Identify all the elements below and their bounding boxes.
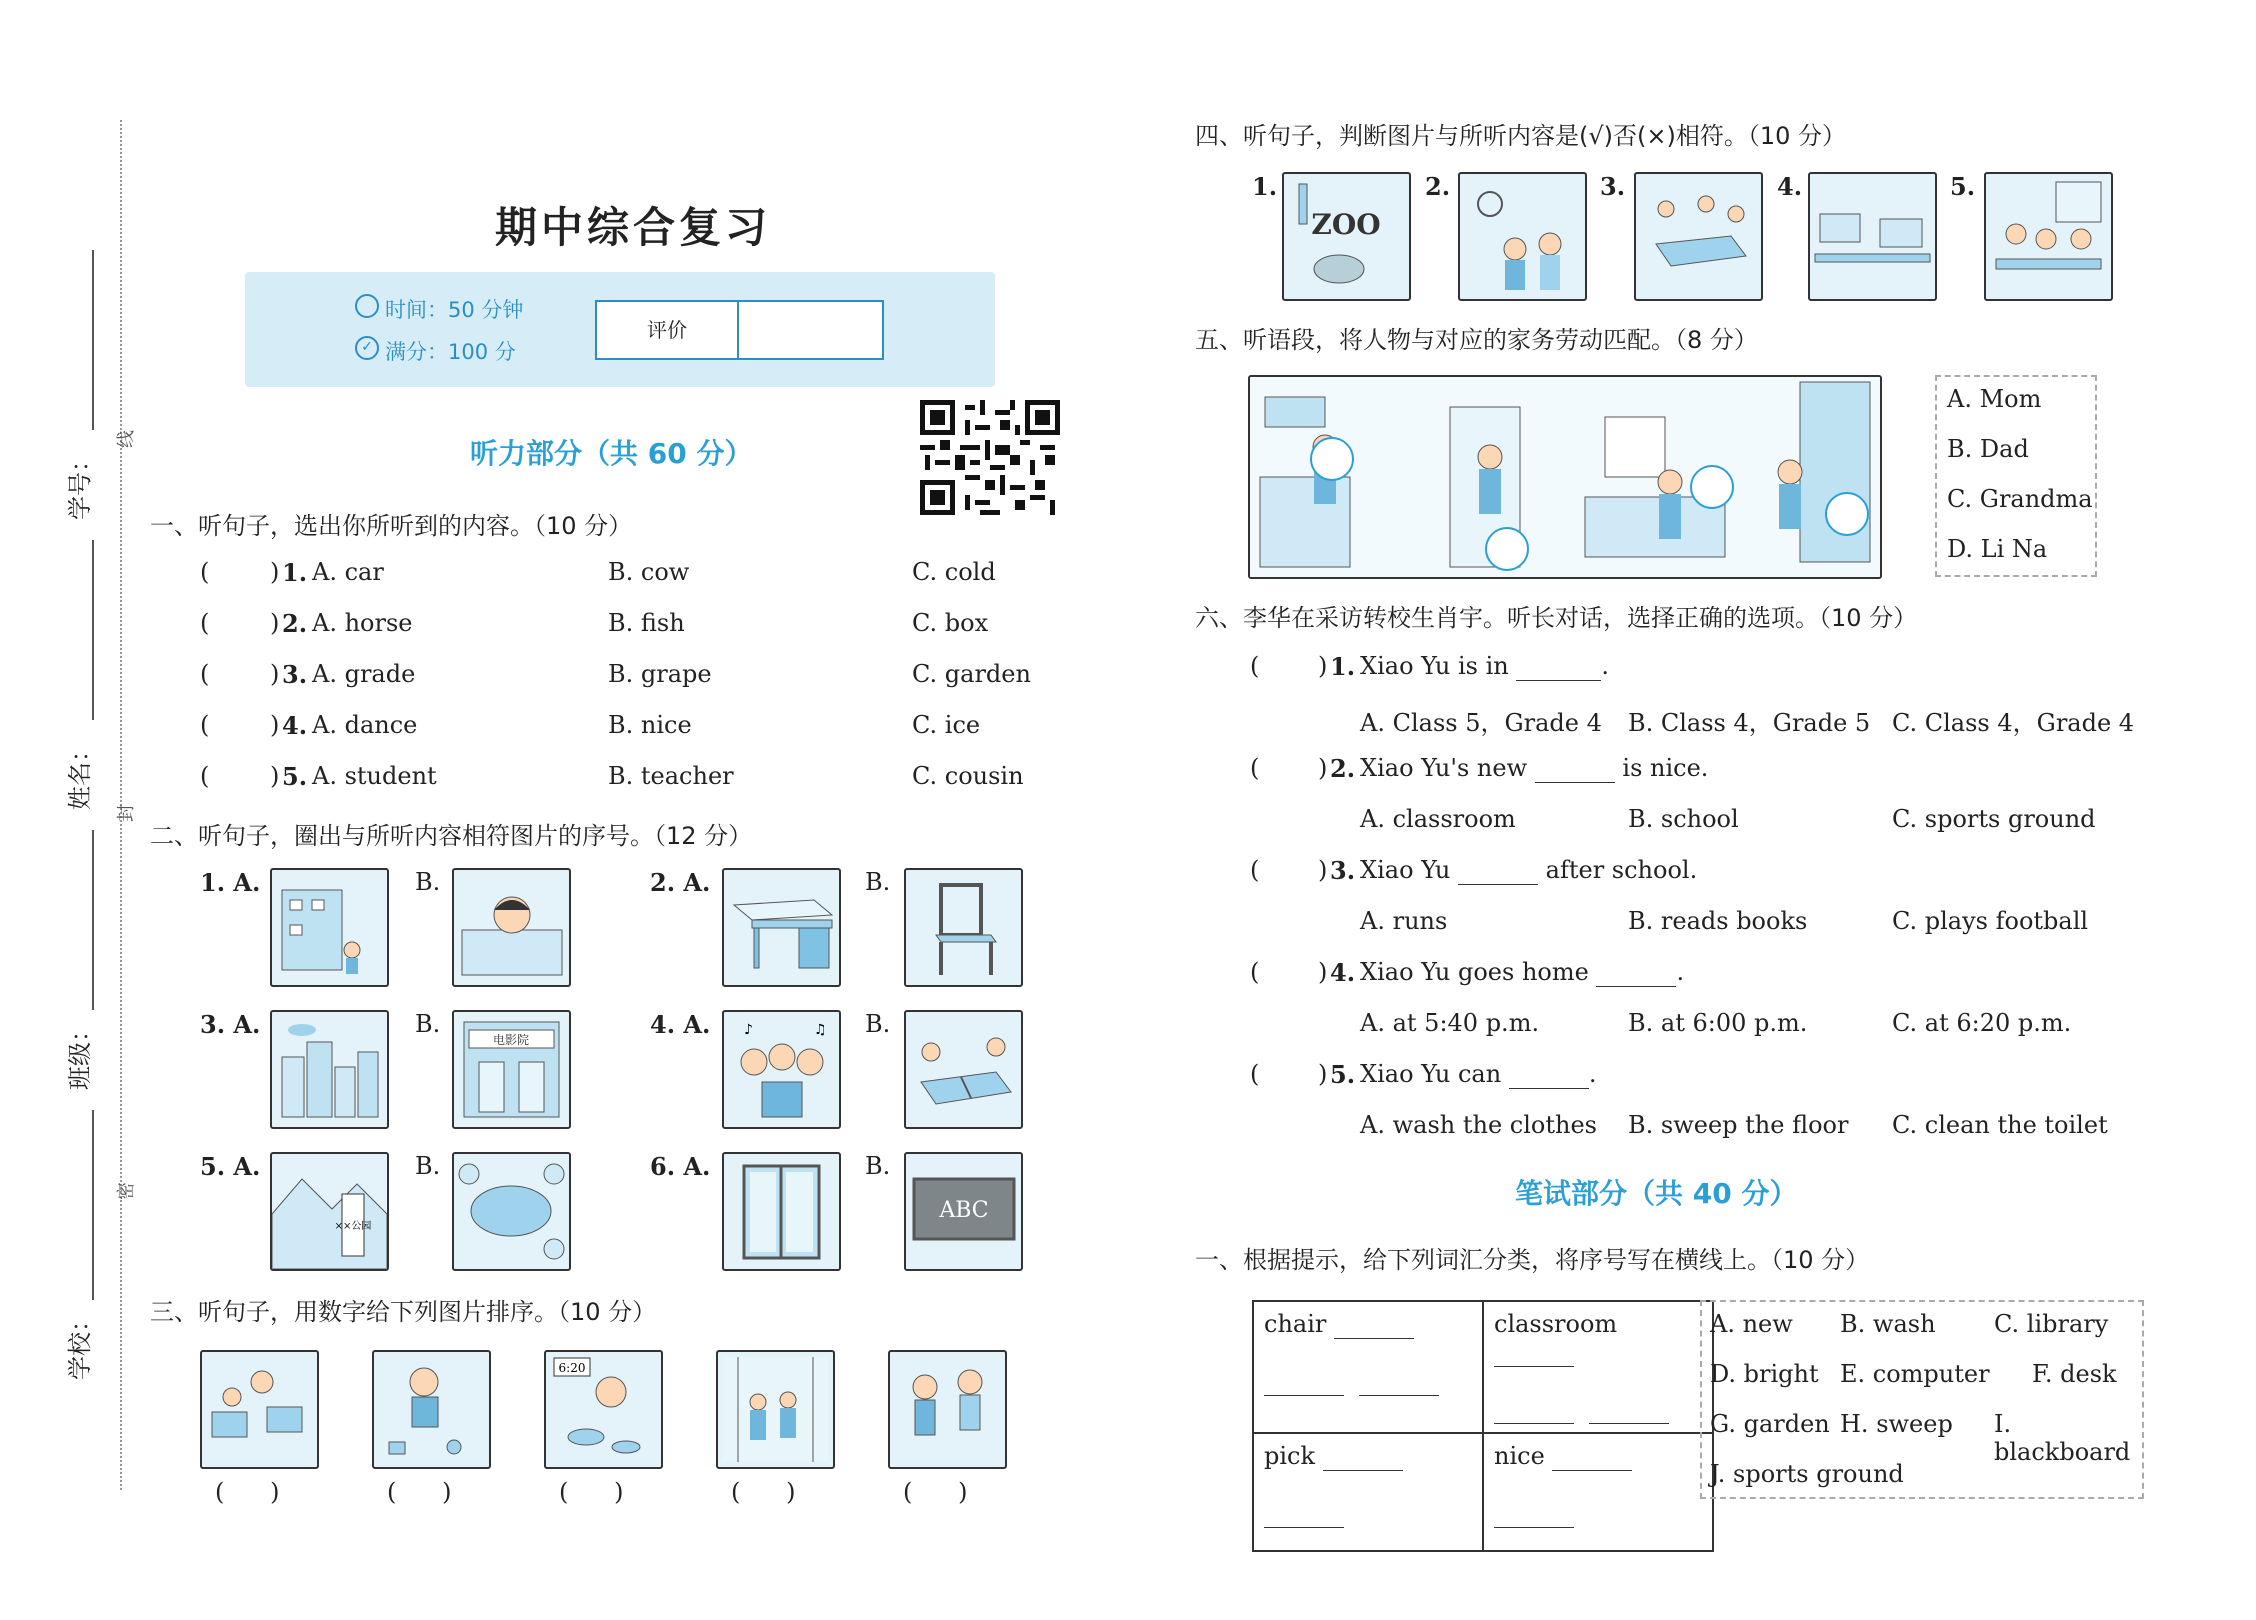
option-a[interactable]: A. horse: [312, 609, 413, 637]
q2-label: B.: [415, 868, 441, 896]
option-a[interactable]: A. classroom: [1360, 805, 1516, 833]
word-item: F. desk: [2032, 1360, 2117, 1388]
answer-bracket[interactable]: (: [1250, 652, 1260, 680]
picture-bus[interactable]: [716, 1350, 835, 1469]
q2-label: 5. A.: [200, 1152, 261, 1181]
q2-label: 6. A.: [650, 1152, 711, 1181]
field-class: 班级：: [66, 1018, 94, 1090]
seal-char-xian: 线: [116, 430, 137, 448]
answer-bracket[interactable]: (: [200, 660, 210, 688]
category-cell[interactable]: [1253, 1301, 1483, 1433]
option-c[interactable]: C. cold: [912, 558, 996, 586]
q4-num: 1.: [1252, 172, 1278, 201]
picture-house-chores: [1248, 375, 1882, 579]
option-b[interactable]: B. reads books: [1628, 907, 1808, 935]
seal-char-mi: 密: [116, 1182, 137, 1200]
picture-ping-pong[interactable]: [904, 1010, 1023, 1129]
answer-bracket[interactable]: (: [200, 609, 210, 637]
check-icon: ✓: [355, 336, 379, 360]
field-student-id: 学号：: [66, 448, 94, 520]
match-circle[interactable]: [1690, 465, 1734, 509]
person-option[interactable]: C. Grandma: [1947, 485, 2093, 513]
option-b[interactable]: B. teacher: [608, 762, 734, 790]
picture-cinema[interactable]: [452, 1010, 571, 1129]
answer-blank[interactable]: [1516, 652, 1601, 681]
full-score: 满分：100 分: [385, 340, 516, 364]
picture-two-kids[interactable]: [888, 1350, 1007, 1469]
option-c[interactable]: C. plays football: [1892, 907, 2089, 935]
q6-question-end: .: [1676, 958, 1685, 986]
q6-question-end: after school.: [1545, 856, 1698, 884]
answer-bracket[interactable]: (: [200, 762, 210, 790]
q6-question-text: Xiao Yu can: [1360, 1060, 1502, 1088]
word-bank: [1700, 1300, 2144, 1499]
q6-question-text: Xiao Yu's new: [1360, 754, 1528, 782]
category-cell[interactable]: [1483, 1433, 1713, 1551]
q4-num: 5.: [1950, 172, 1976, 201]
q2-label: B.: [865, 1152, 891, 1180]
q1-num: 1.: [282, 558, 308, 587]
q4-num: 4.: [1777, 172, 1803, 201]
person-option[interactable]: A. Mom: [1947, 385, 2042, 413]
option-c[interactable]: C. box: [912, 609, 989, 637]
picture-classroom-kids[interactable]: [1984, 172, 2113, 301]
q2-label: B.: [865, 868, 891, 896]
answer-bracket[interactable]: (: [1250, 754, 1260, 782]
answer-blank[interactable]: [1509, 1060, 1589, 1089]
option-a[interactable]: A. car: [312, 558, 384, 586]
q2-label: B.: [865, 1010, 891, 1038]
q4-num: 2.: [1425, 172, 1451, 201]
option-a[interactable]: A. at 5:40 p.m.: [1360, 1009, 1540, 1037]
person-option[interactable]: B. Dad: [1947, 435, 2029, 463]
answer-bracket[interactable]: (: [1250, 1060, 1260, 1088]
answer-bracket[interactable]: (: [1250, 958, 1260, 986]
option-c[interactable]: C. Class 4，Grade 4: [1892, 709, 2135, 737]
word-item: H. sweep: [1840, 1410, 1953, 1438]
q1-heading: 一、听句子，选出你所听到的内容。（10 分）: [150, 512, 633, 540]
name-rule: [92, 540, 94, 720]
q4-num: 3.: [1600, 172, 1626, 201]
word-item: J. sports ground: [1710, 1460, 1904, 1488]
picture-girl-breakfast[interactable]: [544, 1350, 663, 1469]
word-item: I. blackboard: [1994, 1410, 2131, 1466]
q6-num: 4.: [1330, 958, 1356, 987]
q6-question-text: Xiao Yu: [1360, 856, 1451, 884]
answer-bracket[interactable]: (: [200, 711, 210, 739]
word-item: B. wash: [1840, 1310, 1936, 1338]
word-item: C. library: [1994, 1310, 2109, 1338]
word-item: E. computer: [1840, 1360, 1990, 1388]
option-a[interactable]: A. runs: [1360, 907, 1448, 935]
option-c[interactable]: C. at 6:20 p.m.: [1892, 1009, 2072, 1037]
option-a[interactable]: A. Class 5，Grade 4: [1360, 709, 1602, 737]
answer-blank[interactable]: [1596, 958, 1676, 987]
picture-boy-toys[interactable]: [372, 1350, 491, 1469]
q6-num: 2.: [1330, 754, 1356, 783]
picture-school-building[interactable]: [270, 868, 389, 987]
q6-question-text: Xiao Yu goes home: [1360, 958, 1589, 986]
option-c[interactable]: C. garden: [912, 660, 1031, 688]
field-name: 姓名：: [66, 738, 94, 810]
picture-park-sign[interactable]: [270, 1152, 389, 1271]
option-b[interactable]: B. Class 4，Grade 5: [1628, 709, 1871, 737]
picture-city[interactable]: [270, 1010, 389, 1129]
answer-blank[interactable]: [1458, 856, 1538, 885]
picture-lake[interactable]: [452, 1152, 571, 1271]
picture-window[interactable]: [722, 1152, 841, 1271]
answer-bracket[interactable]: ( ): [387, 1478, 452, 1506]
picture-playground[interactable]: [1634, 172, 1763, 301]
q2-label: B.: [415, 1152, 441, 1180]
option-c[interactable]: C. ice: [912, 711, 981, 739]
q6-question-end: .: [1601, 652, 1610, 680]
picture-desk[interactable]: [722, 868, 841, 987]
option-b[interactable]: B. nice: [608, 711, 692, 739]
category-label: classroom: [1494, 1310, 1618, 1338]
answer-bracket[interactable]: ( ): [559, 1478, 624, 1506]
option-b[interactable]: B. grape: [608, 660, 712, 688]
svg-text:♫: ♫: [814, 1022, 827, 1038]
id-rule: [92, 250, 94, 430]
page-title: 期中综合复习: [495, 203, 772, 252]
option-a[interactable]: A. student: [312, 762, 437, 790]
seal-char-feng: 封: [116, 804, 137, 822]
picture-chair[interactable]: [904, 868, 1023, 987]
class-rule: [92, 830, 94, 1010]
word-item: G. garden: [1710, 1410, 1830, 1438]
category-label: pick: [1264, 1442, 1316, 1470]
q3-heading: 三、听句子，用数字给下列图片排序。（10 分）: [150, 1298, 657, 1326]
q2-label: 3. A.: [200, 1010, 261, 1039]
option-b[interactable]: B. school: [1628, 805, 1739, 833]
picture-computer-room[interactable]: [1808, 172, 1937, 301]
evaluation-box: [595, 300, 884, 360]
picture-zoo[interactable]: [1282, 172, 1411, 301]
people-list: [1935, 375, 2097, 577]
time-limit: 时间：50 分钟: [385, 298, 524, 322]
clock-time: 6:20: [558, 1361, 586, 1375]
word-item: A. new: [1710, 1310, 1793, 1338]
person-option[interactable]: D. Li Na: [1947, 535, 2048, 563]
answer-bracket[interactable]: ( ): [903, 1478, 968, 1506]
option-c[interactable]: C. clean the toilet: [1892, 1111, 2108, 1139]
q6-num: 5.: [1330, 1060, 1356, 1089]
picture-sunny-kids[interactable]: [1458, 172, 1587, 301]
category-label: chair: [1264, 1310, 1327, 1338]
evaluation-label: 评价: [597, 302, 739, 358]
match-circle[interactable]: [1825, 492, 1869, 536]
option-a[interactable]: A. dance: [312, 711, 418, 739]
option-c[interactable]: C. cousin: [912, 762, 1024, 790]
q6-num: 1.: [1330, 652, 1356, 681]
option-c[interactable]: C. sports ground: [1892, 805, 2096, 833]
picture-computer-lab[interactable]: [200, 1350, 319, 1469]
answer-bracket[interactable]: (: [200, 558, 210, 586]
writing-q1-heading: 一、根据提示，给下列词汇分类，将序号写在横线上。（10 分）: [1195, 1246, 1870, 1274]
writing-section-title: 笔试部分（共 40 分）: [1515, 1177, 1798, 1210]
q6-heading: 六、李华在采访转校生肖宇。听长对话，选择正确的选项。（10 分）: [1195, 604, 1918, 632]
option-b[interactable]: B. at 6:00 p.m.: [1628, 1009, 1808, 1037]
category-cell[interactable]: [1483, 1301, 1713, 1433]
classification-table: [1252, 1300, 1714, 1552]
zoo-sign: ZOO: [1311, 208, 1381, 241]
option-b[interactable]: B. cow: [608, 558, 690, 586]
picture-sleeping-girl[interactable]: [452, 868, 571, 987]
answer-blank[interactable]: [1535, 754, 1615, 783]
q2-label: B.: [415, 1010, 441, 1038]
answer-bracket[interactable]: (: [1250, 856, 1260, 884]
q1-num: 4.: [282, 711, 308, 740]
qr-code-icon: [920, 400, 1060, 515]
option-a[interactable]: A. wash the clothes: [1360, 1111, 1597, 1139]
q1-num: 2.: [282, 609, 308, 638]
q2-label: 4. A.: [650, 1010, 711, 1039]
blackboard-text: ABC: [939, 1198, 989, 1223]
park-sign: ××公园: [334, 1221, 372, 1232]
svg-text:♪: ♪: [744, 1022, 753, 1038]
cinema-sign: 电影院: [492, 1033, 530, 1047]
match-circle[interactable]: [1485, 527, 1529, 571]
field-school: 学校：: [66, 1308, 94, 1380]
clock-icon: [355, 294, 379, 318]
q6-question-text: Xiao Yu is in: [1360, 652, 1509, 680]
option-b[interactable]: B. fish: [608, 609, 685, 637]
q1-num: 5.: [282, 762, 308, 791]
q4-heading: 四、听句子，判断图片与所听内容是(√)否(×)相符。（10 分）: [1195, 122, 1847, 150]
q1-num: 3.: [282, 660, 308, 689]
picture-blackboard[interactable]: [904, 1152, 1023, 1271]
category-label: nice: [1494, 1442, 1545, 1470]
q2-heading: 二、听句子，圈出与所听内容相符图片的序号。（12 分）: [150, 822, 753, 850]
category-cell[interactable]: [1253, 1433, 1483, 1551]
answer-bracket[interactable]: ( ): [215, 1478, 280, 1506]
listening-section-title: 听力部分（共 60 分）: [470, 437, 753, 470]
word-item: D. bright: [1710, 1360, 1819, 1388]
info-box: [245, 272, 995, 387]
school-rule: [92, 1110, 94, 1300]
q2-label: 2. A.: [650, 868, 711, 897]
option-a[interactable]: A. grade: [312, 660, 416, 688]
picture-children-singing[interactable]: [722, 1010, 841, 1129]
q6-num: 3.: [1330, 856, 1356, 885]
q5-heading: 五、听语段，将人物与对应的家务劳动匹配。（8 分）: [1195, 326, 1758, 354]
option-b[interactable]: B. sweep the floor: [1628, 1111, 1849, 1139]
q6-question-end: is nice.: [1622, 754, 1709, 782]
match-circle[interactable]: [1310, 437, 1354, 481]
q2-label: 1. A.: [200, 868, 261, 897]
q6-question-end: .: [1588, 1060, 1597, 1088]
answer-bracket[interactable]: ( ): [731, 1478, 796, 1506]
